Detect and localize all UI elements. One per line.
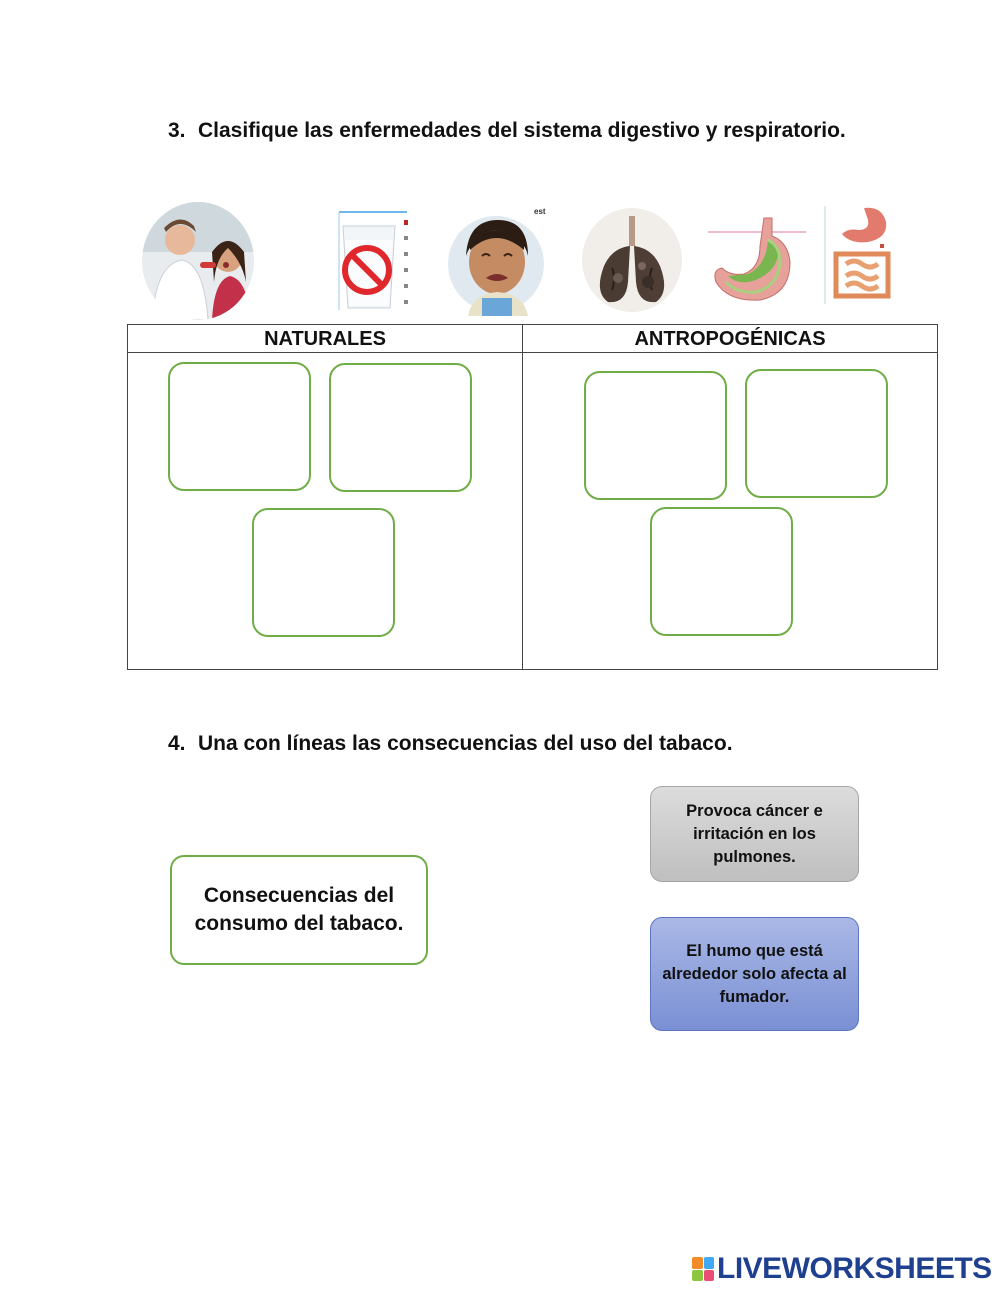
naturales-header: NATURALES — [128, 325, 522, 353]
antropogenicas-drop-box-1[interactable] — [584, 371, 727, 500]
stomach-icon[interactable] — [708, 216, 806, 306]
naturales-drop-box-2[interactable] — [329, 363, 472, 492]
consequence-option-1[interactable]: Provoca cáncer e irritación en los pulmones. — [650, 786, 859, 882]
antropogenicas-header: ANTROPOGÉNICAS — [523, 325, 937, 353]
glass-of-milk-prohibited-icon[interactable] — [333, 210, 413, 312]
column-divider — [522, 325, 523, 669]
svg-text:est: est — [534, 207, 546, 216]
digestive-system-icon[interactable] — [824, 204, 896, 304]
liveworksheets-brand — [692, 1253, 992, 1285]
doctor-examining-child-icon[interactable] — [142, 202, 254, 320]
consequences-main-box[interactable]: Consecuencias del consumo del tabaco. — [170, 855, 428, 965]
brand-text: LIVEWORKSHEETS — [717, 1252, 992, 1285]
question-3-number: 3. — [168, 119, 186, 142]
consequence-option-2[interactable]: El humo que está alrededor solo afecta al fumador. — [650, 917, 859, 1031]
question-4-number: 4. — [168, 732, 186, 755]
crying-child-icon[interactable] — [448, 206, 550, 316]
damaged-lungs-icon[interactable] — [582, 208, 682, 312]
naturales-drop-box-1[interactable] — [168, 362, 311, 491]
liveworksheets-logo-icon — [692, 1257, 714, 1281]
antropogenicas-drop-box-3[interactable] — [650, 507, 793, 636]
naturales-drop-box-3[interactable] — [252, 508, 395, 637]
question-4-text: Una con líneas las consecuencias del uso del tabaco. — [198, 732, 733, 755]
question-3-text: Clasifique las enfermedades del sistema digestivo y respiratorio. — [198, 119, 846, 142]
antropogenicas-drop-box-2[interactable] — [745, 369, 888, 498]
